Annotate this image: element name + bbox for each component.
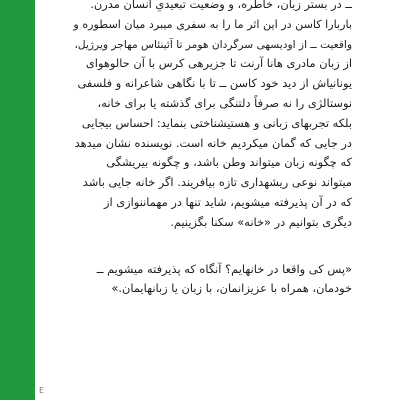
quote-block [70, 260, 352, 300]
paragraph-gap [70, 233, 352, 260]
paragraph-line: ــ در بستر زبان، خاطره، و وضعیت تبعیدیِ انسان مدرن. [90, 0, 352, 11]
paragraph-line: که چگونه زبان میتواند وطن باشد، و چگونه بیریشگی [106, 155, 352, 170]
paragraph-line: نوستالژی را نه صرفاً دلتنگی برای گذشته یا برای خانه، [97, 95, 352, 110]
paragraph-line: در جایی که گمان میکردیم خانه است. نویسنده نشان میدهد [74, 135, 352, 150]
text-column [70, 0, 352, 299]
page-marker: E [39, 386, 45, 395]
paragraph-line: بلکه تجربهای زبانی و هستیشناختی بنماید: احساس بیجایی [81, 115, 352, 130]
paragraph-line: از زبان مادری هانا آرنت تا جزیرهی کرس با آن حالوهوای [85, 56, 352, 71]
main-paragraph [70, 0, 352, 233]
paragraph-line: واقعیت ــ از اودیسهی سرگردان هومر تا آئینئاس مهاجر ویرژیل، [74, 37, 352, 51]
green-side-strip [0, 0, 35, 400]
paragraph-line: یونانیاش از دید خود کاسن ــ تا با نگاهی شاعرانه و فلسفی [77, 76, 352, 91]
paragraph-line: دیگری بتوانیم در «خانه» سکنا بگزینیم. [170, 214, 352, 229]
quote-line: خودمان، همراه با عزیزانمان، با زبان یا زبانهایمان.» [111, 281, 352, 296]
paragraph-line: میتواند نوعی ریشهداری تازه بیافریند. اگر خانه جایی باشد [82, 175, 352, 190]
paragraph-line: باربارا کاسن در این اثر ما را به سفری میبرد میان اسطوره و [73, 17, 352, 31]
quote-line: «پس کی واقعا در خانهایم؟ آنگاه که پذیرفته میشویم ــ [96, 261, 352, 276]
paragraph-line: که در آن پذیرفته میشویم، شاید تنها در مهماننوازی از [103, 194, 352, 209]
